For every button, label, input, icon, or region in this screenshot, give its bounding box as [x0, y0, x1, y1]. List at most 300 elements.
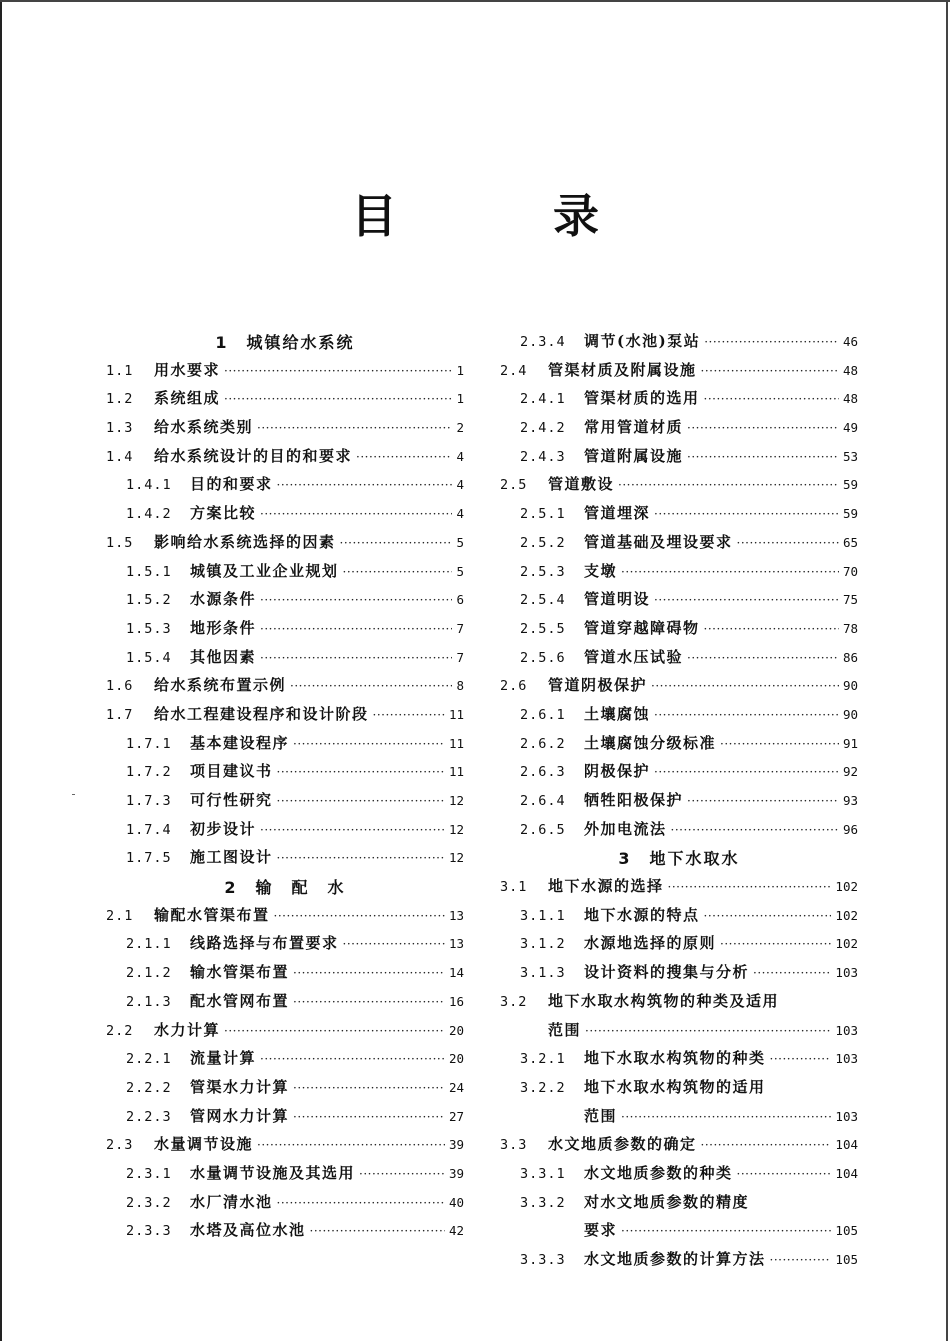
entry-title: 管道敷设: [548, 475, 615, 494]
entry-page: 102: [835, 936, 858, 952]
toc-entry: [500, 732, 858, 761]
entry-page: 96: [842, 821, 858, 837]
dot-leader: [260, 622, 452, 636]
toc-entry: [500, 1219, 858, 1248]
entry-page: 20: [448, 1051, 464, 1067]
toc-entry: [500, 789, 858, 818]
entry-number: 2.4: [500, 362, 528, 379]
entry-number: 3.1.3: [520, 965, 566, 982]
dot-leader: [274, 909, 445, 923]
dot-leader: [651, 679, 839, 693]
toc-entry: [500, 1019, 858, 1048]
dot-leader: [701, 1138, 832, 1152]
entry-title: 基本建设程序: [190, 733, 290, 752]
entry-title: 水源条件: [190, 590, 257, 609]
entry-number: 2.3: [106, 1137, 134, 1154]
entry-number: 1.7: [106, 706, 134, 723]
toc-entry: [500, 1162, 858, 1191]
entry-number: 1.5.3: [126, 620, 172, 637]
scan-speck: [72, 794, 75, 795]
toc-entry: [500, 760, 858, 789]
entry-number: 1.5: [106, 534, 134, 551]
entry-page: 20: [448, 1022, 464, 1038]
entry-page: 48: [842, 391, 858, 407]
dot-leader: [654, 765, 839, 779]
entry-page: 8: [456, 678, 464, 694]
page-title: 目 录: [350, 189, 669, 243]
entry-number: 2.6.5: [520, 821, 566, 838]
entry-title: 影响给水系统选择的因素: [154, 532, 336, 551]
entry-page: 90: [842, 678, 858, 694]
toc-entry: [106, 473, 464, 502]
toc-entry: [500, 961, 858, 990]
entry-number: 1.5.4: [126, 649, 172, 666]
toc-entry: [106, 1076, 464, 1105]
entry-number: 1.7.1: [126, 735, 172, 752]
entry-number: 3.2.2: [520, 1079, 566, 1096]
dot-leader: [257, 1138, 445, 1152]
toc-entry: [106, 990, 464, 1019]
dot-leader: [277, 765, 445, 779]
entry-number: 3.3.3: [520, 1252, 566, 1268]
entry-title: 管道附属设施: [584, 446, 684, 465]
dot-leader: [737, 1167, 832, 1181]
dot-leader: [277, 794, 445, 808]
entry-title: 给水系统类别: [154, 418, 254, 437]
entry-title: 水文地质参数的计算方法: [584, 1250, 766, 1268]
toc-entry: [106, 760, 464, 789]
entry-title: 对水文地质参数的精度: [584, 1192, 750, 1211]
entry-page: 105: [835, 1223, 858, 1239]
dot-leader: [704, 909, 832, 923]
chapter-heading: 3 地下水取水: [618, 849, 740, 869]
toc-entry: [500, 416, 858, 445]
dot-leader: [737, 536, 839, 550]
toc-entry: [500, 904, 858, 933]
entry-number: 3.1.2: [520, 936, 566, 953]
entry-page: 103: [835, 1108, 858, 1124]
dot-leader: [704, 622, 839, 636]
dot-leader: [260, 651, 452, 665]
entry-title: 目的和要求: [190, 475, 273, 494]
entry-number: 1.5.1: [126, 563, 172, 580]
dot-leader: [224, 392, 452, 406]
entry-title: 地下水取水构筑物的种类: [584, 1049, 766, 1068]
dot-leader: [277, 851, 445, 865]
toc-entry: [500, 473, 858, 502]
toc-entry: [106, 502, 464, 531]
entry-title: 施工图设计: [190, 848, 273, 867]
entry-title: 可行性研究: [190, 791, 273, 809]
entry-number: 2.2.2: [126, 1079, 172, 1096]
entry-page: 104: [835, 1165, 858, 1181]
entry-page: 12: [448, 793, 464, 808]
dot-leader: [277, 1196, 445, 1210]
toc-entry: [106, 789, 464, 818]
dot-leader: [704, 392, 839, 406]
dot-leader: [260, 507, 452, 521]
dot-leader: [621, 1224, 831, 1238]
toc-entry: [500, 932, 858, 961]
entry-title: 要求: [584, 1221, 618, 1240]
entry-title: 管渠材质及附属设施: [548, 360, 697, 379]
entry-number: 3.3.1: [520, 1165, 566, 1182]
dot-leader: [293, 1081, 445, 1095]
entry-page: 39: [448, 1165, 464, 1181]
entry-page: 103: [835, 1022, 858, 1038]
toc-entry: [500, 359, 858, 388]
entry-number: 3.2: [500, 993, 528, 1010]
entry-title: 水量调节设施及其选用: [190, 1163, 356, 1182]
toc-entry: [106, 560, 464, 589]
entry-page: 5: [456, 563, 464, 579]
entry-title: 常用管道材质: [584, 418, 684, 437]
entry-number: 3.1: [500, 879, 528, 896]
entry-title: 地下水取水构筑物的适用: [584, 1077, 766, 1096]
entry-number: 2.2.3: [126, 1108, 172, 1125]
toc-entry: [500, 646, 858, 675]
toc-entry: [500, 560, 858, 589]
toc-entry: [500, 531, 858, 560]
entry-title: 管道穿越障碍物: [584, 618, 700, 637]
dot-leader: [356, 450, 452, 464]
dot-leader: [770, 1253, 832, 1267]
entry-page: 11: [448, 735, 464, 751]
entry-page: 92: [842, 764, 858, 780]
entry-number: 2.2.1: [126, 1051, 172, 1068]
dot-leader: [293, 995, 445, 1009]
toc-entry: [106, 904, 464, 933]
entry-title: 管道明设: [584, 590, 651, 609]
entry-number: 2.5.5: [520, 620, 566, 637]
entry-title: 管道埋深: [584, 504, 651, 523]
entry-page: 78: [842, 620, 858, 636]
dot-leader: [753, 966, 831, 980]
toc-entry: [500, 1076, 858, 1105]
entry-page: 12: [448, 821, 464, 837]
dot-leader: [310, 1224, 445, 1238]
entry-number: 2.5.3: [520, 563, 566, 580]
entry-page: 86: [842, 649, 858, 665]
entry-title: 地下水源的特点: [584, 905, 700, 924]
entry-number: 2.2: [106, 1022, 134, 1039]
entry-page: 91: [842, 735, 858, 751]
entry-page: 11: [448, 764, 464, 780]
entry-title: 管渠材质的选用: [584, 389, 700, 408]
entry-title: 水源地选择的原则: [584, 934, 717, 953]
entry-page: 24: [448, 1079, 464, 1095]
entry-number: 2.5.4: [520, 592, 566, 609]
entry-title: 流量计算: [190, 1049, 257, 1068]
entry-title: 管道基础及埋设要求: [584, 532, 733, 551]
dot-leader: [373, 708, 445, 722]
entry-page: 5: [456, 534, 464, 550]
dot-leader: [618, 478, 839, 492]
entry-number: 2.1.3: [126, 993, 172, 1010]
entry-page: 11: [448, 706, 464, 722]
entry-number: 3.3: [500, 1137, 528, 1154]
entry-title: 地下水源的选择: [548, 877, 664, 896]
entry-title: 线路选择与布置要求: [190, 934, 339, 953]
toc-column-right: [500, 330, 858, 1277]
entry-page: 53: [842, 448, 858, 464]
toc-entry: [500, 674, 858, 703]
entry-number: 2.1: [106, 907, 134, 924]
entry-number: 2.3.2: [126, 1194, 172, 1211]
entry-number: 2.1.1: [126, 936, 172, 953]
entry-title: 支墩: [584, 561, 618, 580]
entry-number: 2.6.1: [520, 706, 566, 723]
entry-title: 地下水取水构筑物的种类及适用: [548, 991, 780, 1010]
entry-page: 65: [842, 534, 858, 550]
dot-leader: [621, 565, 839, 579]
entry-title: 给水系统设计的目的和要求: [154, 446, 353, 465]
toc-entry: [500, 502, 858, 531]
toc-entry: [106, 1133, 464, 1162]
entry-title: 给水工程建设程序和设计阶段: [154, 704, 369, 723]
entry-page: 40: [448, 1194, 464, 1210]
toc-entry: [106, 416, 464, 445]
entry-page: 75: [842, 592, 858, 608]
entry-number: 1.7.5: [126, 850, 172, 867]
entry-number: 1.6: [106, 678, 134, 695]
entry-title: 管渠水力计算: [190, 1077, 290, 1096]
dot-leader: [687, 651, 839, 665]
toc-entry: [106, 1191, 464, 1220]
entry-title: 配水管网布置: [190, 991, 290, 1010]
entry-title: 管道阴极保护: [548, 676, 648, 695]
dot-leader: [260, 823, 445, 837]
toc-entry: [106, 674, 464, 703]
entry-page: 102: [835, 907, 858, 923]
dot-leader: [260, 593, 452, 607]
dot-leader: [654, 708, 839, 722]
dot-leader: [687, 421, 839, 435]
entry-title: 水厂清水池: [190, 1192, 273, 1211]
entry-page: 49: [842, 420, 858, 436]
entry-title: 阴极保护: [584, 762, 651, 781]
toc-entry: [500, 1191, 858, 1220]
entry-page: 42: [448, 1223, 464, 1239]
entry-number: 2.5: [500, 477, 528, 494]
entry-page: 46: [842, 334, 858, 349]
entry-number: 1.4: [106, 448, 134, 465]
entry-number: 1.1: [106, 362, 134, 379]
toc-entry: [500, 703, 858, 732]
chapter-heading: 2 输 配 水: [224, 878, 346, 898]
entry-title: 水力计算: [154, 1020, 221, 1039]
entry-number: 2.5.1: [520, 506, 566, 523]
entry-title: 项目建议书: [190, 762, 273, 781]
entry-number: 2.4.2: [520, 420, 566, 437]
entry-page: 70: [842, 563, 858, 579]
dot-leader: [293, 737, 445, 751]
toc-entry: [500, 818, 858, 847]
entry-title: 范围: [584, 1106, 618, 1125]
entry-title: 城镇及工业企业规划: [190, 561, 339, 580]
entry-title: 外加电流法: [584, 819, 667, 838]
entry-number: 2.5.6: [520, 649, 566, 666]
toc-entry: [106, 932, 464, 961]
toc-entry: [500, 1248, 858, 1277]
entry-title: 调节(水池)泵站: [584, 332, 701, 350]
entry-page: 14: [448, 965, 464, 981]
dot-leader: [668, 880, 832, 894]
entry-number: 2.6.2: [520, 735, 566, 752]
entry-title: 系统组成: [154, 389, 221, 408]
entry-number: 2.4.3: [520, 448, 566, 465]
entry-number: 3.1.1: [520, 907, 566, 924]
toc-entry: [106, 531, 464, 560]
toc-entry: [106, 732, 464, 761]
entry-title: 水文地质参数的确定: [548, 1135, 697, 1154]
entry-page: 16: [448, 993, 464, 1009]
toc-entry: [106, 445, 464, 474]
toc-entry: [500, 875, 858, 904]
dot-leader: [359, 1167, 445, 1181]
entry-page: 4: [456, 448, 464, 464]
entry-page: 6: [456, 592, 464, 608]
toc-entry: [500, 588, 858, 617]
toc-entry: [500, 1133, 858, 1162]
entry-title: 用水要求: [154, 360, 221, 379]
entry-page: 48: [842, 362, 858, 378]
toc-entry: [106, 1047, 464, 1076]
entry-page: 104: [835, 1137, 858, 1153]
entry-page: 59: [842, 477, 858, 493]
entry-number: 1.7.2: [126, 764, 172, 781]
entry-title: 牺牲阳极保护: [584, 791, 684, 809]
entry-page: 13: [448, 907, 464, 923]
entry-title: 水文地质参数的种类: [584, 1163, 733, 1182]
toc-entry: [106, 359, 464, 388]
entry-number: 2.4.1: [520, 391, 566, 408]
toc-entry: [500, 330, 858, 359]
toc-entry: [106, 703, 464, 732]
toc-entry: [500, 1105, 858, 1134]
entry-page: 1: [456, 391, 464, 407]
toc-entry: [106, 617, 464, 646]
entry-page: 103: [835, 965, 858, 981]
entry-page: 27: [448, 1108, 464, 1124]
toc-entry: [500, 1047, 858, 1076]
entry-page: 12: [448, 850, 464, 866]
dot-leader: [343, 565, 453, 579]
dot-leader: [704, 335, 839, 349]
dot-leader: [293, 1110, 445, 1124]
entry-number: 2.1.2: [126, 965, 172, 982]
toc-entry: [106, 846, 464, 875]
toc-entry: [106, 1105, 464, 1134]
entry-page: 4: [456, 477, 464, 493]
entry-title: 管网水力计算: [190, 1106, 290, 1125]
entry-number: 3.3.2: [520, 1194, 566, 1211]
entry-number: 1.5.2: [126, 592, 172, 609]
dot-leader: [293, 966, 445, 980]
entry-title: 管道水压试验: [584, 647, 684, 666]
entry-number: 2.6: [500, 678, 528, 695]
entry-title: 输配水管渠布置: [154, 905, 270, 924]
dot-leader: [720, 937, 831, 951]
entry-title: 方案比较: [190, 504, 257, 523]
dot-leader: [277, 478, 453, 492]
entry-page: 103: [835, 1051, 858, 1067]
entry-title: 水量调节设施: [154, 1135, 254, 1154]
dot-leader: [654, 593, 839, 607]
entry-title: 给水系统布置示例: [154, 676, 287, 695]
entry-page: 102: [835, 879, 858, 895]
toc-entry: [106, 818, 464, 847]
entry-number: 3.2.1: [520, 1051, 566, 1068]
entry-number: 2.3.3: [126, 1223, 172, 1240]
toc-entry: [500, 445, 858, 474]
dot-leader: [687, 794, 839, 808]
dot-leader: [654, 507, 839, 521]
toc-entry: [106, 588, 464, 617]
entry-number: 1.4.1: [126, 477, 172, 494]
entry-number: 2.6.4: [520, 793, 566, 809]
toc-entry: [106, 961, 464, 990]
entry-title: 土壤腐蚀: [584, 704, 651, 723]
dot-leader: [224, 364, 452, 378]
toc-entry: [106, 1219, 464, 1248]
toc-column-left: [106, 330, 464, 1248]
dot-leader: [290, 679, 452, 693]
entry-page: 1: [456, 362, 464, 378]
entry-number: 2.3.4: [520, 334, 566, 350]
entry-number: 1.7.3: [126, 793, 172, 809]
entry-page: 90: [842, 706, 858, 722]
entry-title: 地形条件: [190, 618, 257, 637]
entry-number: 1.4.2: [126, 506, 172, 523]
entry-page: 7: [456, 620, 464, 636]
entry-page: 13: [448, 936, 464, 952]
dot-leader: [671, 823, 839, 837]
entry-page: 59: [842, 506, 858, 522]
dot-leader: [343, 937, 445, 951]
toc-entry: [500, 387, 858, 416]
dot-leader: [260, 1052, 445, 1066]
toc-entry: [106, 1162, 464, 1191]
entry-number: 1.2: [106, 391, 134, 408]
dot-leader: [770, 1052, 832, 1066]
entry-title: 初步设计: [190, 819, 257, 838]
entry-title: 范围: [548, 1020, 582, 1039]
dot-leader: [340, 536, 453, 550]
dot-leader: [257, 421, 452, 435]
entry-page: 39: [448, 1137, 464, 1153]
entry-title: 水塔及高位水池: [190, 1221, 306, 1240]
dot-leader: [687, 450, 839, 464]
entry-number: 2.6.3: [520, 764, 566, 781]
dot-leader: [224, 1024, 445, 1038]
toc-entry: [106, 387, 464, 416]
entry-number: 1.3: [106, 420, 134, 437]
entry-number: 1.7.4: [126, 821, 172, 838]
toc-entry: [500, 990, 858, 1019]
entry-number: 2.3.1: [126, 1165, 172, 1182]
entry-page: 105: [835, 1252, 858, 1267]
entry-number: 2.5.2: [520, 534, 566, 551]
toc-entry: [106, 646, 464, 675]
entry-title: 土壤腐蚀分级标准: [584, 733, 717, 752]
page-edge-top: [0, 0, 950, 2]
toc-entry: [500, 617, 858, 646]
entry-page: 2: [456, 420, 464, 436]
entry-title: 设计资料的搜集与分析: [584, 963, 750, 982]
chapter-heading: 1 城镇给水系统: [215, 333, 355, 352]
entry-page: 7: [456, 649, 464, 665]
